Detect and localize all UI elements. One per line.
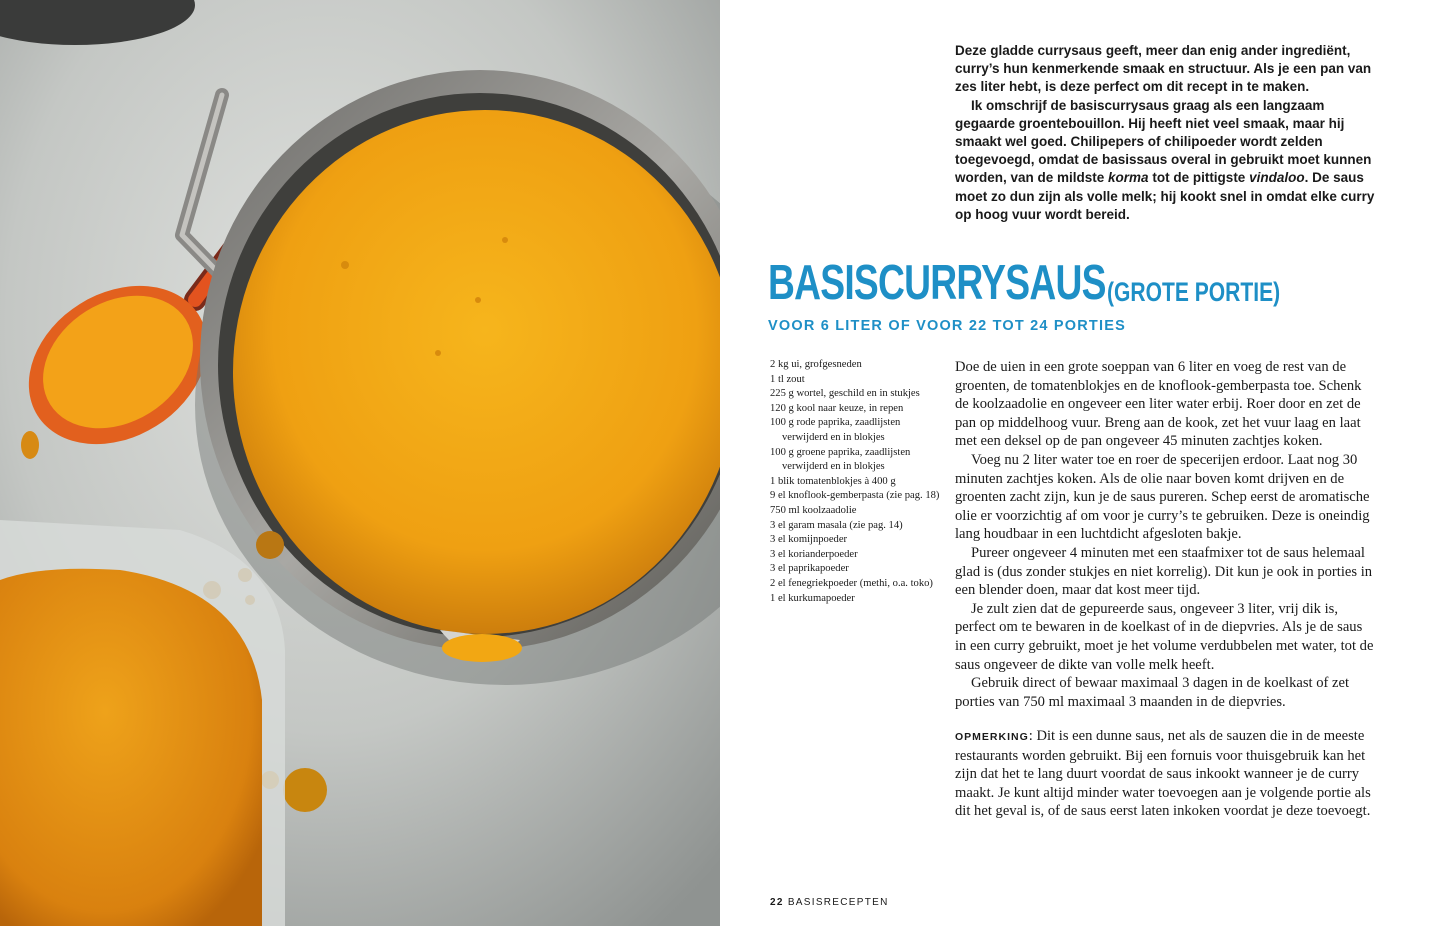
ingredient-item: 1 blik tomatenblokjes à 400 g (770, 475, 896, 487)
method-paragraph: Doe de uien in een grote soeppan van 6 liter en voeg de rest van de groenten, de tomatenblokjes en de knoflook-gemberpasta toe. Schenk de koolzaadolie en ongeveer een liter water erbij. Roer door en zet de pan op middelhoog vuur. Breng aan de kook, zet het vuur laag en laat met een deksel op de pan ongeveer 45 minuten zachtjes koken. (955, 359, 1362, 450)
method-paragraph: Je zult zien dat de gepureerde saus, ongeveer 3 liter, vrij dik is, perfect om te bewaren in de koelkast of in de diepvries. Als je de saus in een curry gebruikt, moet je het volume verdubbelen met water, tot de saus ongeveer de dikte van volle melk heeft. (955, 600, 1374, 673)
ingredient-item: 3 el paprikapoeder (770, 563, 849, 575)
page-number: 22 (770, 897, 784, 908)
method-paragraph: Pureer ongeveer 4 minuten met een staafmixer tot de saus helemaal glad is (dus zonder stukjes en niet korrelig). Dit kun je ook in porties in een blender doen, maar dat kost meer tijd. (955, 544, 1373, 599)
ingredient-item: 120 g kool naar keuze, in repen (770, 402, 904, 414)
method-paragraph: Voeg nu 2 liter water toe en roer de specerijen erdoor. Laat nog 30 minuten zachtjes koken. Als de olie naar boven komt drijven en de groenten zacht zijn, kun je de saus pureren. Schep eerst de aromatische olie er voorzichtig af om voor je curry’s te gebruiken. Deze is oneindig lang houdbaar in een luchtdicht afgesloten bakje. (955, 451, 1370, 543)
intro-italic-korma: korma (1108, 170, 1149, 186)
ingredient-item: 100 g rode paprika, zaadlijsten verwijderd en in blokjes (770, 417, 901, 443)
recipe-yield: VOOR 6 LITER OF VOOR 22 TOT 24 PORTIES (768, 318, 1126, 334)
method-paragraph: Gebruik direct of bewaar maximaal 3 dagen in de koelkast of zet porties van 750 ml maximaal 3 maanden in de diepvries. (955, 675, 1350, 710)
ingredient-item: 2 kg ui, grofgesneden (770, 359, 862, 370)
ingredient-item: 750 ml koolzaadolie (770, 504, 857, 516)
ingredient-item: 1 el kurkumapoeder (770, 592, 855, 604)
recipe-title-sub: (GROTE PORTIE) (1107, 277, 1281, 307)
ingredient-item: 2 el fenegriekpoeder (methi, o.a. toko) (770, 577, 933, 589)
intro-paragraph-2 (955, 97, 1380, 224)
ingredient-item: 225 g wortel, geschild en in stukjes (770, 388, 920, 400)
page-footer (770, 897, 889, 908)
note-text: : Dit is een dunne saus, net als de sauzen die in de meeste restaurants worden gebruikt. Bij een fornuis voor thuisgebruik kan het zijn dat het te lang duurt voordat de saus inkookt wanneer je de curry maakt. Je kunt altijd minder water toevoegen aan je volgende portie als dit het geval is, of de saus eerst laten inkoken voordat je deze toevoegt. (955, 728, 1371, 820)
method-text (955, 358, 1375, 711)
intro-text-part: tot de pittigste (1148, 170, 1250, 186)
intro-paragraph-1: Deze gladde currysaus geeft, meer dan enig ander ingrediënt, curry’s hun kenmerkende smaak en structuur. Als je een pan van zes liter hebt, is deze perfect om dit recept in te maken. (955, 43, 1372, 95)
intro-text-part: Ik omschrijf de basiscurrysaus graag als een langzaam gegaarde groentebouillon. Hij heeft niet veel smaak, maar hij smaakt wel goed. Chilipepers of chilipoeder wordt zelden toegevoegd, omdat de basissaus overal in gebruikt moet kunnen worden, van de mildste (955, 97, 1372, 186)
section-name: BASISRECEPTEN (787, 897, 889, 908)
ingredients-list (770, 358, 945, 606)
ingredient-item: 3 el korianderpoeder (770, 548, 858, 560)
ingredient-item: 3 el garam masala (zie pag. 14) (770, 519, 903, 531)
note-label: OPMERKING (955, 731, 1029, 743)
ingredient-item: 1 tl zout (770, 373, 805, 385)
recipe-note (955, 727, 1375, 821)
ingredient-item: 3 el komijnpoeder (770, 534, 848, 546)
recipe-title (768, 255, 1281, 311)
intro-text-part: . De saus moet zo dun zijn als volle melk; hij kookt snel in omdat elke curry op hoog vuur wordt bereid. (955, 170, 1375, 222)
intro-italic-vindaloo: vindaloo (1249, 170, 1305, 186)
intro-text (955, 42, 1380, 224)
ingredient-item: 100 g groene paprika, zaadlijsten verwijderd en in blokjes (770, 446, 911, 473)
recipe-title-main: BASISCURRYSAUS (768, 256, 1106, 310)
ingredient-item: 9 el knoflook-gemberpasta (zie pag. 18) (770, 490, 940, 502)
